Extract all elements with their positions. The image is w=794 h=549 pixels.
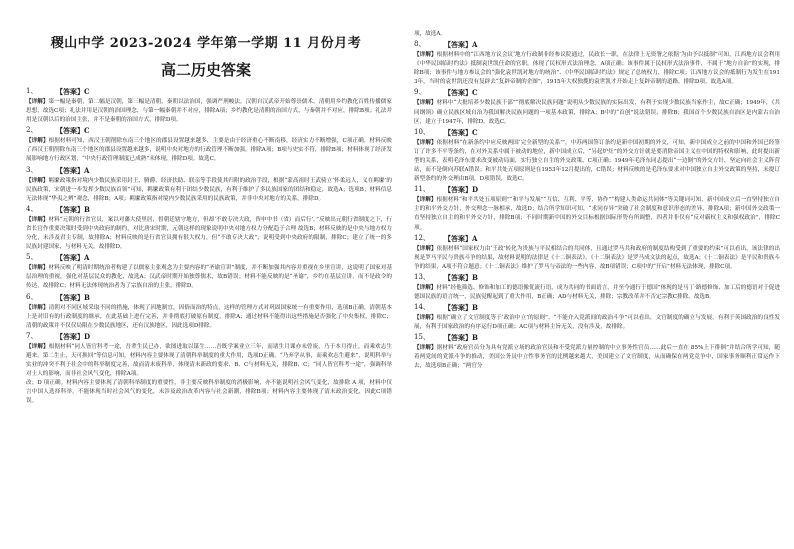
answer-label: 【答案】B <box>444 333 478 343</box>
explanation <box>408 196 780 232</box>
question-header <box>20 86 392 98</box>
explanation-label: 【详解】 <box>26 138 49 145</box>
question-number: 14、 <box>414 303 430 312</box>
explanation <box>20 216 392 252</box>
answer-label: 【答案】B <box>56 292 90 302</box>
explanation-label: 【详解】 <box>26 99 49 105</box>
explanation-text: 据材料“政府官员分为具有党派立场的政治官员和不受党派力量控制的中立事务性官员……此后一直在 85%上下徘徊”并结合所学可知，随着两党间的党派斗争的推动，美国公务员中立性事务官的比例越来越大，美国建立了文官制度，从而确保在两党竞争中，国家事务顺利正常运作下去，故选项B正确；“两官分 <box>414 345 780 370</box>
explanation-text: 羁縻政策指对境内少数民族采用封王、腾爵、经济扶助、联亲等手段使其归附的政治手段，根据“蒙高祖时王武骑立‘怀柔远人，义在羁縻’的民族政策，宋朝进一步发挥少数民族首领”可知，羁縻政策有利于团结少数民族，有利于维护了多民族国家的团结和稳定，故选A；选项B；材料信息无法体现“华夷之辨”观念，排除B；A项；羁縻政策指对境内少数民族采用的民族政策，并非中央对地方的关系，排除D。 <box>26 177 392 202</box>
explanation-text: 材料反映了明清时期统治者构建了以儒家主张观念为主要内容的“圣谕宣讲”制度，并不断加强其内容并重视在乡里宣讲，这说明了国家对基层治理的重视，强化对基层民众的教化，故选A；汉武帝时期开始独尊儒术，故B错误；材料不能反映的是“圣谕”，乡约在基层宣讲，而不是政令的传达，故排除C；材料无法体现统治者为了宗族自治的主张，排除D。 <box>26 265 392 290</box>
explanation <box>20 343 392 379</box>
question-header <box>408 39 780 51</box>
left-column <box>20 0 392 549</box>
question-number: 7、 <box>26 331 38 340</box>
explanation-text: 根据材料“同人皆官科考一途，吾辈生民已办，欲图进取以谋生……吾既学案业立三年，而诸生月课亦未曾废，乃于本月得止，而乘欢志生避来。第二生止，天可换回”等信息可知，材料内容主要体现了清朝科举制度的重大作用，选项D正确。“乃弃学从事，而乘欢志生避来”，说明科举与实业的冲突不利于社会中的科举制度完善，故而清末废科举，体现清末新政的要求，B、C与材料无关，排除B、C；“同人皆官科考一途”，强调科举对士人的影响，而非社会风气变化，排除A项。 <box>26 343 392 378</box>
question-number: 3、 <box>26 165 38 174</box>
question-item <box>408 39 780 87</box>
explanation <box>408 245 780 272</box>
answer-label: 【答案】D <box>56 331 91 341</box>
question-item <box>408 233 780 272</box>
question-item <box>20 165 392 204</box>
answer-label: 【答案】B <box>56 204 90 214</box>
question-header <box>408 332 780 344</box>
explanation-text: 材料“经他筛选、修饰和加工的德语像优流行语，成为共同的书面语言，并至今通行于德国”体现的是马丁·路德修饰、加工后的德语对于促进德国民族的语言统一，民族觉醒起到了重大作用，B正确；AD与材料无关，排除；宗教改革并不否定宗教C排除。故选B。 <box>414 284 780 300</box>
answer-label: 【答案】D <box>444 185 479 195</box>
explanation <box>408 139 780 184</box>
explanation <box>408 284 780 302</box>
question-number: 11、 <box>414 185 430 194</box>
explanation-label: 【详解】 <box>414 52 437 59</box>
question-item <box>408 302 780 332</box>
question-header <box>20 204 392 216</box>
explanation <box>20 137 392 164</box>
explanation-label: 【详解】 <box>414 139 437 146</box>
explanation-label: 【详解】 <box>414 100 437 107</box>
left-question-list <box>20 86 392 379</box>
question-number: 6、 <box>26 292 38 301</box>
explanation-label: 【详解】 <box>26 177 49 184</box>
explanation <box>408 99 780 126</box>
question-header <box>408 87 780 99</box>
answer-label: 【答案】C <box>444 88 478 98</box>
question-item <box>408 127 780 184</box>
explanation-label: 【详解】 <box>26 216 49 223</box>
title-block <box>20 32 392 80</box>
answer-label: 【答案】B <box>444 272 478 282</box>
question-header <box>408 127 780 139</box>
explanation-label: 【详解】 <box>414 284 437 291</box>
exam-title: 稷山中学 2023-2024 学年第一学期 11 月份月考 <box>50 36 362 51</box>
question-header <box>20 252 392 264</box>
question-header <box>20 292 392 304</box>
explanation <box>408 51 780 87</box>
explanation <box>20 304 392 331</box>
question-number: 15、 <box>414 333 430 342</box>
question-number: 2、 <box>26 126 38 135</box>
explanation <box>408 314 780 332</box>
explanation <box>408 344 780 371</box>
question-header <box>408 272 780 284</box>
question-header <box>408 184 780 196</box>
question-number: 1、 <box>26 87 38 95</box>
explanation <box>20 177 392 204</box>
answer-label: 【答案】C <box>444 127 478 137</box>
question-item <box>20 252 392 291</box>
question-number: 8、 <box>414 40 426 49</box>
answer-label: 【答案】C <box>56 126 90 136</box>
explanation <box>20 264 392 291</box>
answer-label: 【答案】A <box>56 165 90 175</box>
explanation-text: 根据材料可知，西汉王朝削除东南三个地区的郡县设置越来越多，主要是由于经济重心不断南移，经济实力不断增强，C项正确。材料反映了西汉王朝削除东南三个地区的郡县设置越来越多，说明中央对地方的行政管理不断加强，排除A项；B项与史实不符，排除B项；材料体现了经济发展影响地方行政区划，“中央行政管理制度已成熟”未体现，排除D项。故选C。 <box>26 138 392 163</box>
question-header <box>20 165 392 177</box>
question-header <box>408 302 780 314</box>
question-number: 4、 <box>26 204 38 213</box>
explanation-text: 根据材料中的“江西地方议会议‘地方行政制非经参议院通过，民政长一职，在法律上无资署之依据’为由予以抵制”可知，江西地方议会利用《中华民国临时约法》抵制袁世凯任命的官职，体现了民权形式法治理念，A项正确；该事件属于民权形式法治事件，不属于“地方自治”的实现，排除B项；该事件与地方参议会的“强化袁世凯对地方的统治”、《中华民国临时约法》规定了总统权力，排除C项；江西地方议会的抵制行为发生在1913年，当时的袁世凯还没有复辟去“复辟帝制的企图”，1915年大权独揽的袁世凯才开始走上复辟帝制的道路，排除D项。故选A项。 <box>414 52 780 86</box>
answer-label: 【答案】B <box>444 303 478 313</box>
explanation-label: 【详解】 <box>26 343 49 350</box>
question-item <box>20 204 392 252</box>
explanation-label: 【详解】 <box>26 304 49 311</box>
question-header <box>408 233 780 245</box>
explanation-label: 【详解】 <box>414 345 437 352</box>
exam-subtitle: 高二历史答案 <box>160 61 251 79</box>
question-header <box>20 125 392 137</box>
explanation-text: 依据材料“在新条约中应反映两国‘完全新型的关系’”，中苏两国签订条约是新中国初期的外交，可知，新中国成立之前的中国和外国已经签订了许多不平等条约，在对外关系中属于被动的地位，新中国成立后，“另起炉灶”的外交方针就是要消除帝国主义在中国的特权和影响，此时提出新型的关系，表明毛泽东要求改变被动局面，实行独立自主的外交政策，C项正确；1949年毛泽东同志提出“一边倒”的外交方针，坚定向社会主义阵营站，而不是倒向苏联A错误；和平共处五项原则是在1953年12月提出的，C错误；材料反映的是毛泽东要求对中国独立自主外交政策的坚持，未提订新型条约的外交理由B项，D项错误，故选C。 <box>414 139 780 183</box>
answer-label: 【答案】A <box>444 233 478 243</box>
explanation-text: 根据“确立了文官制度等于‘政治中立’的原则”、“不能介入党派间的政治斗争”可以看出，文官制度的确立与发展，有利于英国政治的良性发展，有利于国家政治的有序运行D项正确；AC项与材料主旨无关，没有涉及，故排除。 <box>414 315 780 331</box>
explanation-text: 依据材料“国家权力由‘王政’转化为贵族与平民相结合的共同体，且通过罗马共和政府的制度结构受到了重要的约束”可以看出，该法律的出现是罗马平民与贵族斗争的结果，故材料说明的法律是《十二铜表法》，《十二铜表法》是罗马成文法的起点，故选A；《十二铜表法》是平民和贵族斗争的结果，A项不符合题意；《十二铜表法》维护了罗马与帝法的一些内容，故B项错误；C项中的“开启”材料无法体现，排除C项。 <box>414 245 780 270</box>
answer-label: 【答案】C <box>56 87 90 96</box>
question-item <box>20 292 392 331</box>
explanation-text: 材料“元朝的行省官员，案以对藩大使里居，督朝廷辖守地方，但却‘不敢专决大政，咨申中书（省）而后行’。”反映出元朝行省制度之下，行省长官作重要决策时受到中央政府的制约，对比唐宋时期，元朝这样的现象说明中央对地方权力分配趋于合理 故选B；材料反映的是中央与地方权力分化，未涉及君主专制，故排除A；材料反映的是行省官员拥有很大权力，但“不敢专决大政”，说明受到中央政府的限制，排除C；建立了统一的多民族封建国家，与材料无关，故排除D。 <box>26 216 392 251</box>
right-carryover-text: 项，故选A。 <box>414 31 447 37</box>
question-item <box>408 87 780 126</box>
right-column <box>408 0 780 549</box>
question-item <box>408 272 780 302</box>
question-header <box>20 331 392 343</box>
answer-label: 【答案】A <box>444 40 478 50</box>
answer-label: 【答案】A <box>56 253 90 263</box>
question-item <box>20 86 392 125</box>
right-question-list <box>408 39 780 371</box>
question-number: 9、 <box>414 88 426 97</box>
question-number: 13、 <box>414 272 430 281</box>
explanation-label: 【详解】 <box>414 245 437 252</box>
explanation <box>20 98 392 125</box>
question-number: 12、 <box>414 233 430 242</box>
question-item <box>20 125 392 164</box>
explanation-label: 【详解】 <box>26 265 49 272</box>
explanation-label: 【详解】 <box>414 315 437 322</box>
question-item <box>408 332 780 371</box>
question-item <box>20 331 392 379</box>
explanation-text: 清朝对不同区域采取不同的措施，体现了因地制宜，因俗而治的特点，这样的管理方式对巩固国家统一有重要作用，选项B正确。清朝基本上是对旧有的行政制度的继承，在此基础上进行完善，并非彻底打破原有制度，排除A；通过材料不能得出这些措施是否强化了中央集权，排除C；清朝的政策并不仅仅局限在少数民族地区，还有汉族地区，因此选项D排除。 <box>26 304 392 329</box>
left-continuation-text: 改；D 项正确。材料内容主要体现了清朝科举制度的重要性，非主要反映科举制度的消极影响，亦不能说明社会风气变化，故排除 A 项，材料中仅言中国人选择科举，不能体现当时社会风气的变化，未涉及政治改革内容与社会新潮，排除B项；材料内容主要体现了清末政治变化，因此C项错误。 <box>26 380 392 405</box>
explanation-text: 第一幅是秦朝，第二幅是汉朝，第三幅是清朝，秦朝以法治国，强调严刑峻法，汉朝自汉武帝开始尊崇儒术，清朝用乡约教化百姓传播儒家思想，故选C项；礼法并用是汉朝的治国理念，与第一幅秦朝并不对应，排除A项；乡约教化是清朝的治国方式，与秦朝并不对应，排除B项；礼法并用是汉朝以后的治国主张，并不是秦朝的治国方式，排除D项。 <box>26 99 392 124</box>
question-item <box>408 184 780 232</box>
explanation-label: 【详解】 <box>414 197 437 204</box>
explanation-text: 根据材料“和平共处五项原则”“和平与发展”“互信、互利、平等、协作”“构建人类命运共同体”等关键词可知，新中国成立后一直坚持独立自主的和平外交方针，外交理念一脉相承，故选D；结合所学知识可知，“求同存异”突破了社会制度和意识形态的差异，排除A项；新中国外交政策一直坚持独立自主的和平外交方针，排除B项；不同时期新中国的外交目标根据国际形势有所调整，四者并非仅有“反对霸权主义和强权政治”，排除C项。 <box>414 197 780 231</box>
explanation-text: 材料中“大批培养少数民族干部”“彻底解决民族问题”说明从少数民族的实际出发，有利于实现少数民族当家作主，故C正确；1949年，《共同纲领》确立民族区域自治为我国解决民族问题的一项基本政策，排除A；B中的“首创”说法错误，排除B；我国首个少数民族自治区是内蒙古自治区，建立于1947年，排除D。故选C。 <box>414 100 780 125</box>
question-number: 5、 <box>26 253 38 262</box>
question-number: 10、 <box>414 127 430 136</box>
